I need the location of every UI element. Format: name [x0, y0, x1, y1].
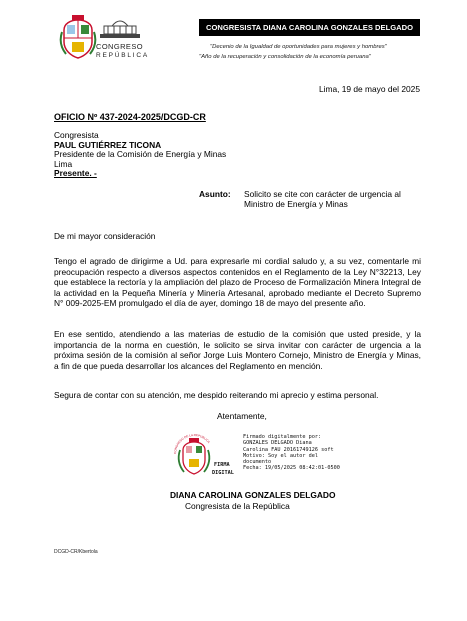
congress-building-icon	[98, 16, 142, 42]
subject-text: Solicito se cite con carácter de urgencia al Ministro de Energía y Minas	[244, 189, 401, 210]
signature-line: Fecha: 19/05/2025 08:42:01-0500	[243, 465, 340, 472]
body-paragraph-2: En ese sentido, atendiendo a las materias de estudio de la comisión que usted preside, y la importancia de la norma en cuestión, le solicito se sirva invitar con carácter de urgencia a la próxima sesión de la comisión al señor Jorge Luis Montero Cornejo, Ministro de Energía y Minas, a fin de que pueda desarrollar los alcances del Reglamento en mención.	[54, 329, 421, 371]
seal-firma-text: FIRMA	[214, 462, 230, 468]
seal-digital-text: DIGITAL	[212, 470, 234, 476]
congress-wordmark: CONGRESO	[96, 42, 143, 51]
signature-line: Motivo: Soy el autor del	[243, 452, 318, 459]
signature-line: documento	[243, 459, 272, 466]
recipient-presente: Presente. -	[54, 168, 97, 179]
signer-role: Congresista de la República	[185, 501, 290, 511]
body-paragraph-1: Tengo el agrado de dirigirme a Ud. para expresarle mi cordial saludo y, a su vez, comentarle mi preocupación respecto a diversos aspectos contenidos en el Reglamento de la Ley N°32213, Ley que establece la rectoría y la ampliación del plazo de Proceso de Formalización Minera Integral de la actividad en la Pequeña Minería y Minería Artesanal, aprobado mediante el Decreto Supremo N° 009-2025-EM promulgado el día de ayer, domingo 18 de mayo del presente año.	[54, 256, 421, 309]
recipient-name: PAUL GUTIÉRREZ TICONA	[54, 139, 162, 150]
footer-reference: DCGD-CR/Kbertola	[54, 549, 98, 555]
signature-line: Firmado digitalmente por:	[243, 434, 322, 440]
letter-reference: OFICIO Nº 437-2024-2025/DCGD-CR	[54, 112, 206, 122]
decade-quote: "Decenio de la Igualdad de oportunidades para mujeres y hombres"	[210, 44, 387, 50]
signature-seal-icon	[170, 432, 236, 482]
signer-name: DIANA CAROLINA GONZALES DELGADO	[170, 490, 336, 500]
recipient-city: Lima	[54, 158, 73, 169]
coat-of-arms-icon	[58, 14, 98, 62]
digital-signature-details	[243, 434, 340, 472]
subject-label: Asunto:	[199, 189, 231, 199]
farewell: Atentamente,	[217, 411, 267, 421]
greeting: De mi mayor consideración	[54, 231, 156, 241]
congresswoman-banner: CONGRESISTA DIANA CAROLINA GONZALES DELGADO	[199, 19, 420, 36]
republic-wordmark: REPÚBLICA	[96, 52, 150, 59]
signature-line: GONZALES DELGADO Diana	[243, 440, 312, 447]
recipient-salutation: Congresista	[54, 130, 99, 140]
recipient-title: Presidente de la Comisión de Energía y Minas	[54, 149, 227, 160]
signature-line: Carolina FAU 20161749126 soft	[243, 446, 334, 453]
letter-date: Lima, 19 de mayo del 2025	[318, 84, 420, 94]
year-quote: "Año de la recuperación y consolidación de la economía peruana"	[199, 54, 371, 60]
seal-top-text: CONGRESO DE LA REPÚBLICA	[172, 432, 211, 455]
recipient-block	[54, 130, 226, 178]
digital-signature-seal	[170, 432, 236, 482]
closing-sentence: Segura de contar con su atención, me despido reiterando mi aprecio y estima personal.	[54, 390, 379, 400]
